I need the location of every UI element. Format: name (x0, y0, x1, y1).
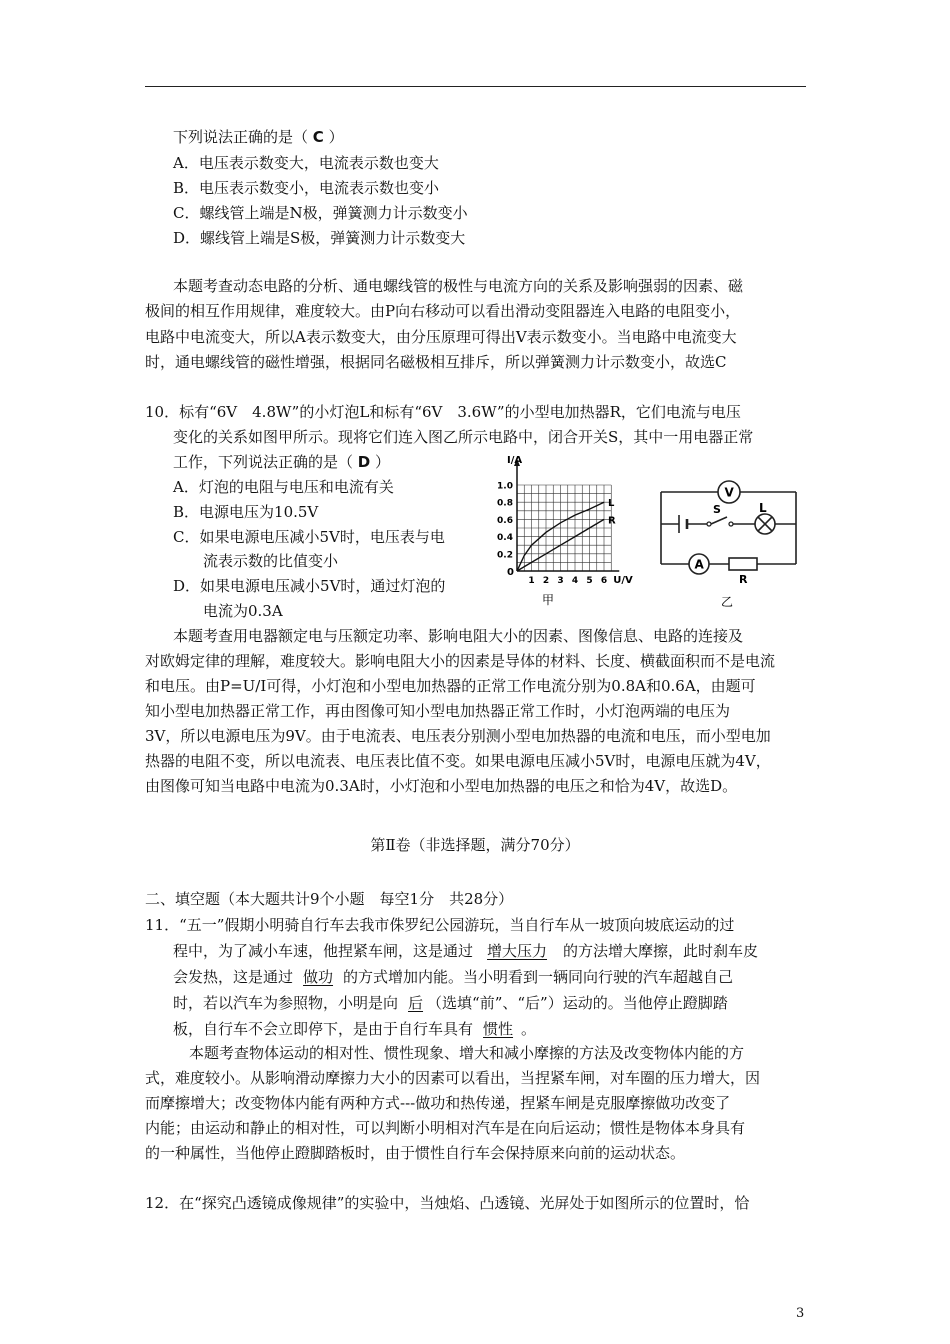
q11-line-1: 11．“五一”假期小明骑自行车去我市侏罗纪公园游玩，当自行车从一坡顶向坡底运动的过 (145, 916, 735, 934)
q9-stem: 下列说法正确的是（ C ） (173, 128, 344, 146)
switch-contact-left (707, 522, 711, 526)
voltmeter-label: V (724, 485, 734, 500)
circuit-caption: 乙 (721, 595, 734, 609)
q9-analysis-4: 时，通电螺线管的磁性增强，根据同名磁极相互排斥，所以弹簧测力计示数变小，故选C (145, 353, 727, 371)
section-header: 二、填空题（本大题共计9个小题 每空1分 共28分） (145, 890, 514, 908)
q9-analysis-1: 本题考查动态电路的分析、通电螺线管的极性与电流方向的关系及影响强弱的因素、磁 (173, 277, 744, 295)
q10-option-d: D．如果电源电压减小5V时，通过灯泡的 (173, 577, 446, 595)
chart-series (517, 498, 616, 571)
x-tick-label: 4 (571, 576, 579, 586)
header-rule (145, 86, 806, 87)
resistor-icon (729, 558, 757, 570)
switch-lever (711, 517, 727, 524)
q11-analysis-3: 而摩擦增大；改变物体内能有两种方式---做功和热传递，捏紧车闸是克服摩擦做功改变了 (145, 1094, 731, 1112)
y-tick-label: 0.6 (497, 515, 513, 526)
q11-line-5: 板，自行车不会立即停下，是由于自行车具有 惯性 。 (173, 1020, 537, 1038)
q10-stem-3: 工作，下列说法正确的是（ D ） (173, 453, 391, 471)
ammeter-label: A (694, 557, 704, 572)
q10-stem-2: 变化的关系如图甲所示。现将它们连入图乙所示电路中，闭合开关S，其中一用电器正常 (173, 428, 754, 446)
lamp-label: L (759, 501, 767, 515)
q11-analysis-4: 内能；由运动和静止的相对性，可以判断小明相对汽车是在向后运动；惯性是物体本身具有 (145, 1119, 746, 1137)
blank-3: 后 (408, 994, 424, 1012)
section-title: 第Ⅱ卷（非选择题，满分70分） (370, 836, 580, 854)
page-number: 3 (796, 1306, 805, 1321)
q9-option-c: C．螺线管上端是N极，弹簧测力计示数变小 (173, 204, 468, 222)
q11-analysis-1: 本题考查物体运动的相对性、惯性现象、增大和减小摩擦的方法及改变物体内能的方 (189, 1044, 745, 1062)
q10-analysis-2: 对欧姆定律的理解，难度较大。影响电阻大小的因素是导体的材料、长度、横截面积而不是电流 (145, 652, 776, 670)
q11-line-3: 会发热，这是通过 做功 的方式增加内能。当小明看到一辆同向行驶的汽车超越自己 (173, 968, 734, 986)
y-tick-label: 1.0 (497, 481, 513, 492)
q10-option-d-cont: 电流为0.3A (203, 602, 283, 620)
q10-analysis-4: 知小型电加热器正常工作，再由图像可知小型电加热器正常工作时，小灯泡两端的电压为 (145, 702, 731, 720)
x-tick-label: 6 (600, 576, 608, 586)
q10-option-c-cont: 流表示数的比值变小 (203, 552, 339, 570)
q9-analysis-3: 电路中电流变大，所以A表示数变大，由分压原理可得出V表示数变小。当电路中电流变大 (145, 328, 737, 346)
q9-answer: C (312, 128, 324, 146)
q9-option-a: A．电压表示数变大，电流表示数也变大 (173, 154, 439, 172)
y-tick-label: 0.4 (497, 533, 513, 544)
series-label-L: L (608, 498, 615, 510)
q11-line-4: 时，若以汽车为参照物，小明是向 后 （选填“前”、“后”）运动的。当他停止蹬脚踏 (173, 994, 728, 1012)
resistor-label: R (739, 573, 748, 586)
blank-1: 增大压力 (487, 942, 548, 960)
x-tick-label: 5 (586, 576, 593, 586)
q10-option-b: B．电源电压为10.5V (173, 503, 319, 521)
iu-graph (480, 450, 655, 612)
q10-analysis-3: 和电压。由P=U/I可得，小灯泡和小型电加热器的正常工作电流分别为0.8A和0.6A，由题可 (145, 677, 756, 695)
q10-option-c: C．如果电源电压减小5V时，电压表与电 (173, 528, 445, 546)
y-tick-label: 0.8 (497, 498, 513, 509)
blank-4: 惯性 (483, 1020, 514, 1038)
y-tick-label: 0.2 (497, 550, 513, 561)
blank-2: 做功 (303, 968, 334, 986)
q10-analysis-5: 3V，所以电源电压为9V。由于电流表、电压表分别测小型电加热器的电流和电压，而小型电加 (145, 727, 771, 745)
switch-contact-right (729, 522, 733, 526)
x-tick-label: 1 (528, 576, 535, 586)
q10-stem-1: 10．标有“6V 4.8W”的小灯泡L和标有“6V 3.6W”的小型电加热器R，它们电流与电压 (145, 403, 741, 421)
q11-line-2: 程中，为了减小车速，他捏紧车闸，这是通过 增大压力 的方法增大摩擦，此时刹车皮 (173, 942, 759, 960)
chart-title: 甲 (542, 593, 555, 607)
q9-option-d: D．螺线管上端是S极，弹簧测力计示数变大 (173, 229, 466, 247)
q10-answer: D (357, 453, 371, 471)
x-tick-label: 2 (542, 576, 550, 586)
q9-option-b: B．电压表示数变小，电流表示数也变小 (173, 179, 440, 197)
origin-label: 0 (507, 567, 514, 578)
q11-analysis-5: 的一种属性，当他停止蹬脚踏板时，由于惯性自行车会保持原来向前的运动状态。 (145, 1144, 686, 1162)
q11-analysis-2: 式，难度较小。从影响滑动摩擦力大小的因素可以看出，当捏紧车闸，对车圈的压力增大，因 (145, 1069, 761, 1087)
chart-grid (517, 485, 611, 571)
x-tick-label: 3 (557, 576, 564, 586)
q10-analysis-7: 由图像可知当电路中电流为0.3A时，小灯泡和小型电加热器的电压之和恰为4V，故选D。 (145, 777, 738, 795)
series-label-R: R (608, 515, 616, 527)
q12-line-1: 12．在“探究凸透镜成像规律”的实验中，当烛焰、凸透镜、光屏处于如图所示的位置时，恰 (145, 1194, 750, 1212)
q10-option-a: A．灯泡的电阻与电压和电流有关 (173, 478, 394, 496)
y-axis-label: I/A (507, 455, 523, 466)
switch-label: S (713, 503, 721, 516)
q10-analysis-6: 热器的电阻不变，所以电流表、电压表比值不变。如果电源电压减小5V时，电源电压就为4V， (145, 752, 771, 770)
q10-analysis-1: 本题考查用电器额定电与压额定功率、影响电阻大小的因素、图像信息、电路的连接及 (173, 627, 744, 645)
circuit-diagram (655, 472, 805, 612)
q9-analysis-2: 极间的相互作用规律，难度较大。由P向右移动可以看出滑动变阻器连入电路的电阻变小， (145, 302, 741, 320)
x-axis-label: U/V (613, 575, 633, 586)
